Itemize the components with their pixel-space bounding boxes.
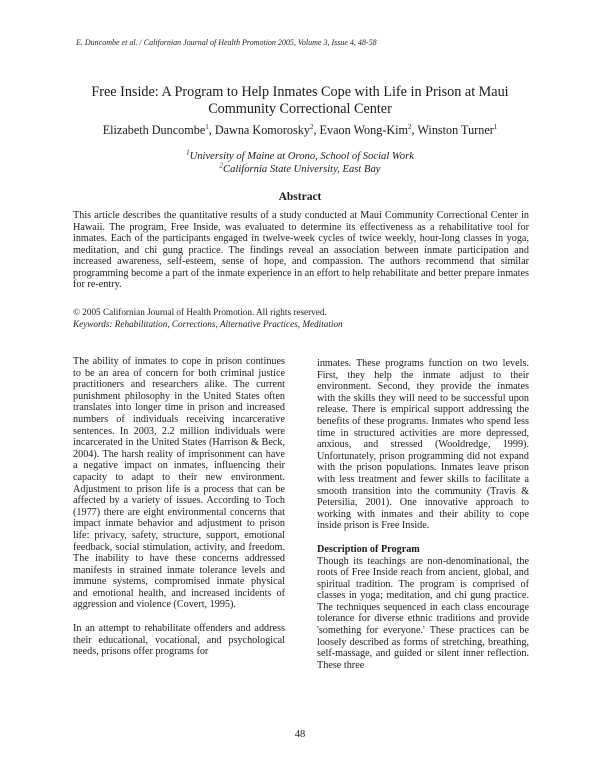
- affiliation-mark: 1: [186, 148, 190, 157]
- affiliation-mark: 2: [219, 161, 224, 170]
- affiliation-line: [60, 150, 540, 163]
- author-affil-mark: 1: [493, 122, 498, 131]
- body-column-left: [73, 356, 285, 670]
- body-paragraph: Though its teachings are non-denominational, the roots of Free Inside reach from ancient, global, and spiritual tradition. The program is comprised of classes in yoga; meditation, and chi gung practice. The techniques sequenced in each class encourage tolerance for diverse ethnic traditions and provide 'something for everyone.' These practices can be loosely described as forms of stretching, breathing, self-massage, and guided or silent inner reflection. These three: [317, 555, 529, 671]
- author-separator: ,: [411, 123, 418, 137]
- keywords-line: Keywords: Rehabilitation, Corrections, Alternative Practices, Meditation: [73, 319, 343, 329]
- body-paragraph: inmates. These programs function on two levels. First, they help the inmate adjust to their environment. Second, they provide the inmates with the skills they will need to be successful upon release. There is empirical support addressing the benefits of these programs. Inmates who spend less time in structured activities are more depressed, anxious, and stressed (Wooldredge, 1999). Unfortunately, prison programming did not expand with the prison populations. Inmates leave prison with less treatment and fewer skills to facilitate a smooth transition into the community (Travis & Petersilia, 2001). One innovative approach to working with inmates and their ability to cope inside prison is Free Inside.: [317, 358, 529, 532]
- author-affil-mark: 2: [408, 122, 412, 131]
- affiliation-text: University of Maine at Orono, School of Social Work: [189, 151, 414, 162]
- author-affil-mark: 1: [205, 122, 209, 131]
- author-name: Elizabeth Duncombe: [102, 123, 206, 137]
- section-heading: Description of Program: [317, 543, 420, 555]
- body-paragraph: In an attempt to rehabilitate offenders and address their educational, vocational, and psychological needs, prisons offer programs for: [73, 623, 285, 658]
- body-column-right: [317, 358, 529, 683]
- author-affil-mark: 2: [309, 122, 314, 131]
- affiliation-line: [60, 163, 540, 176]
- body-paragraph: The ability of inmates to cope in prison continues to be an area of concern for both criminal justice practitioners and researchers alike. The current punishment philosophy in the United States often translates into longer time in prison and increased numbers of individuals receiving incarcerative sentences. In 2003, 2.2 million individuals were incarcerated in the United States (Harrison & Beck, 2004). The harsh reality of imprisonment can have a negative impact on inmates, influencing their capacity to adapt to their new environment. Adjustment to prison life is a process that can be affected by a variety of issues. According to Toch (1977) there are eight environmental concerns that impact inmate behavior and adjustment to prison life: privacy, safety, structure, support, emotional feedback, social stimulation, activity, and freedom. The inability to have these concerns addressed manifests in strained inmate tolerance levels and immune systems, compromised inmate physical and emotional health, and increased incidents of aggression and violence (Covert, 1995).: [73, 356, 285, 611]
- copyright-notice: © 2005 Californian Journal of Health Promotion. All rights reserved.: [73, 307, 327, 317]
- author-name: Winston Turner: [417, 123, 494, 137]
- affiliation-text: California State University, East Bay: [223, 164, 381, 175]
- abstract-heading: Abstract: [278, 191, 322, 203]
- author-name: Evaon Wong-Kim: [319, 123, 409, 137]
- author-separator: ,: [208, 123, 215, 137]
- abstract-text: This article describes the quantitative results of a study conducted at Maui Community Correctional Center in Hawaii. The program, Free Inside, was evaluated to determine its effectiveness as a rehabilitative tool for inmates. Each of the participants engaged in twelve-week cycles of twice weekly, hour-long classes in yoga, meditation, and chi gung practice. The findings reveal an association between inmate participation and increased awareness, self-esteem, sense of hope, and compassion. The authors recommend that similar programming become a part of the inmate experience in an effort to help rehabilitate and better prepare inmates for re-entry.: [73, 210, 529, 290]
- author-list: [40, 123, 560, 138]
- paper-title: Free Inside: A Program to Help Inmates Cope with Life in Prison at Maui Community Correctional Center: [91, 84, 509, 117]
- author-name: Dawna Komorosky: [214, 123, 310, 137]
- author-separator: ,: [313, 123, 320, 137]
- page-number: 48: [294, 729, 306, 740]
- running-head: E. Duncombe et al. / Californian Journal of Health Promotion 2005, Volume 3, Issue 4, 48-58: [76, 38, 377, 47]
- affiliations: [60, 150, 540, 176]
